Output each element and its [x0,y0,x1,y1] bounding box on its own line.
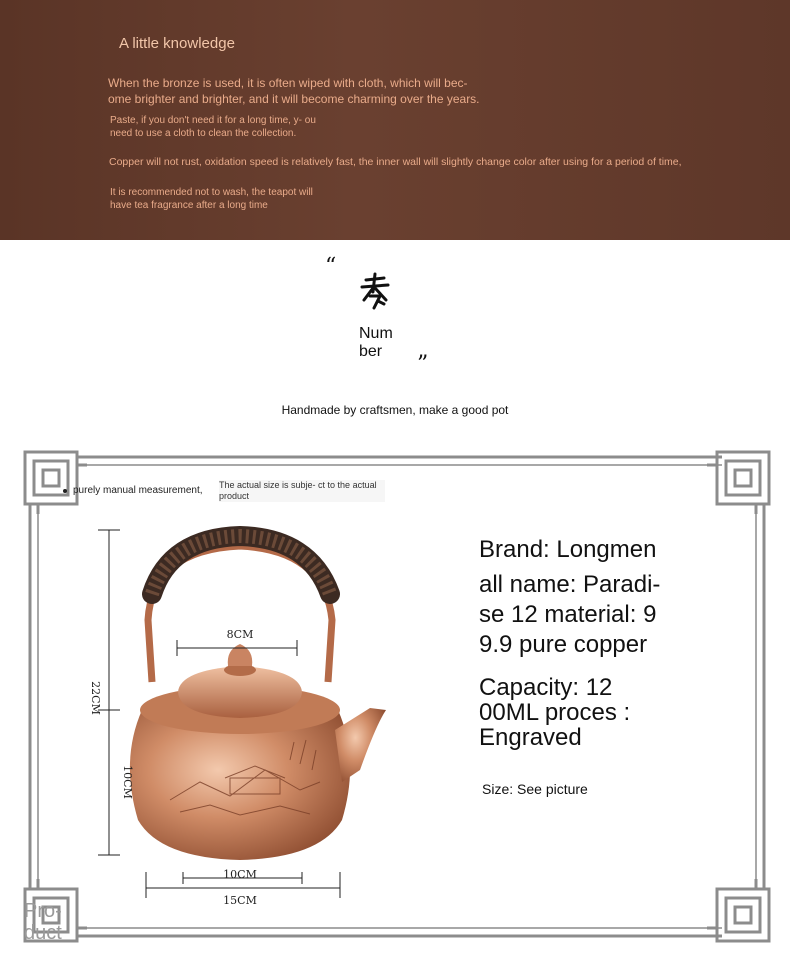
knowledge-paragraph-cloth: Paste, if you don't need it for a long time, y- ou need to use a cloth to clean the collection. [110,115,316,139]
spec-capacity: Capacity: 12 00ML proces : Engraved [479,674,631,751]
height-dimension-label: 22CM [89,681,102,715]
spec-brand: Brand: Longmen [479,536,657,563]
product-label: Pro- duct [24,900,62,944]
copper-kettle-image [80,520,410,920]
body-height-dimension-label: 10CM [121,765,134,799]
number-label: Num ber [359,325,393,360]
calligraphy-glyph-icon [358,270,392,310]
spec-size: Size: See picture [482,781,588,797]
tagline: Handmade by craftsmen, make a good pot [281,403,509,417]
base-dimension-label: 10CM [223,868,257,881]
knowledge-paragraph-wipe: When the bronze is used, it is often wiped with cloth, which will bec- ome brighter and brighter, and it will become charming over the years. [108,76,480,106]
lid-dimension-label: 8CM [226,628,254,641]
knowledge-panel [0,0,790,240]
spec-full-name: all name: Paradi- se 12 material: 9 9.9 pure copper [479,571,661,658]
actual-size-note: The actual size is subje- ct to the actual product [219,480,385,502]
open-quote-mark: “ [325,254,337,279]
knowledge-paragraph-rust: Copper will not rust, oxidation speed is relatively fast, the inner wall will slightly change color after using for a period of time, [109,156,682,168]
knowledge-title: A little knowledge [119,35,235,52]
width-dimension-label: 15CM [223,894,257,907]
measurement-note [63,485,203,496]
knowledge-paragraph-wash: It is recommended not to wash, the teapot will have tea fragrance after a long time [110,187,313,211]
close-quote-mark: ” [417,352,429,377]
measurement-note-text: purely manual measurement, [73,485,203,496]
